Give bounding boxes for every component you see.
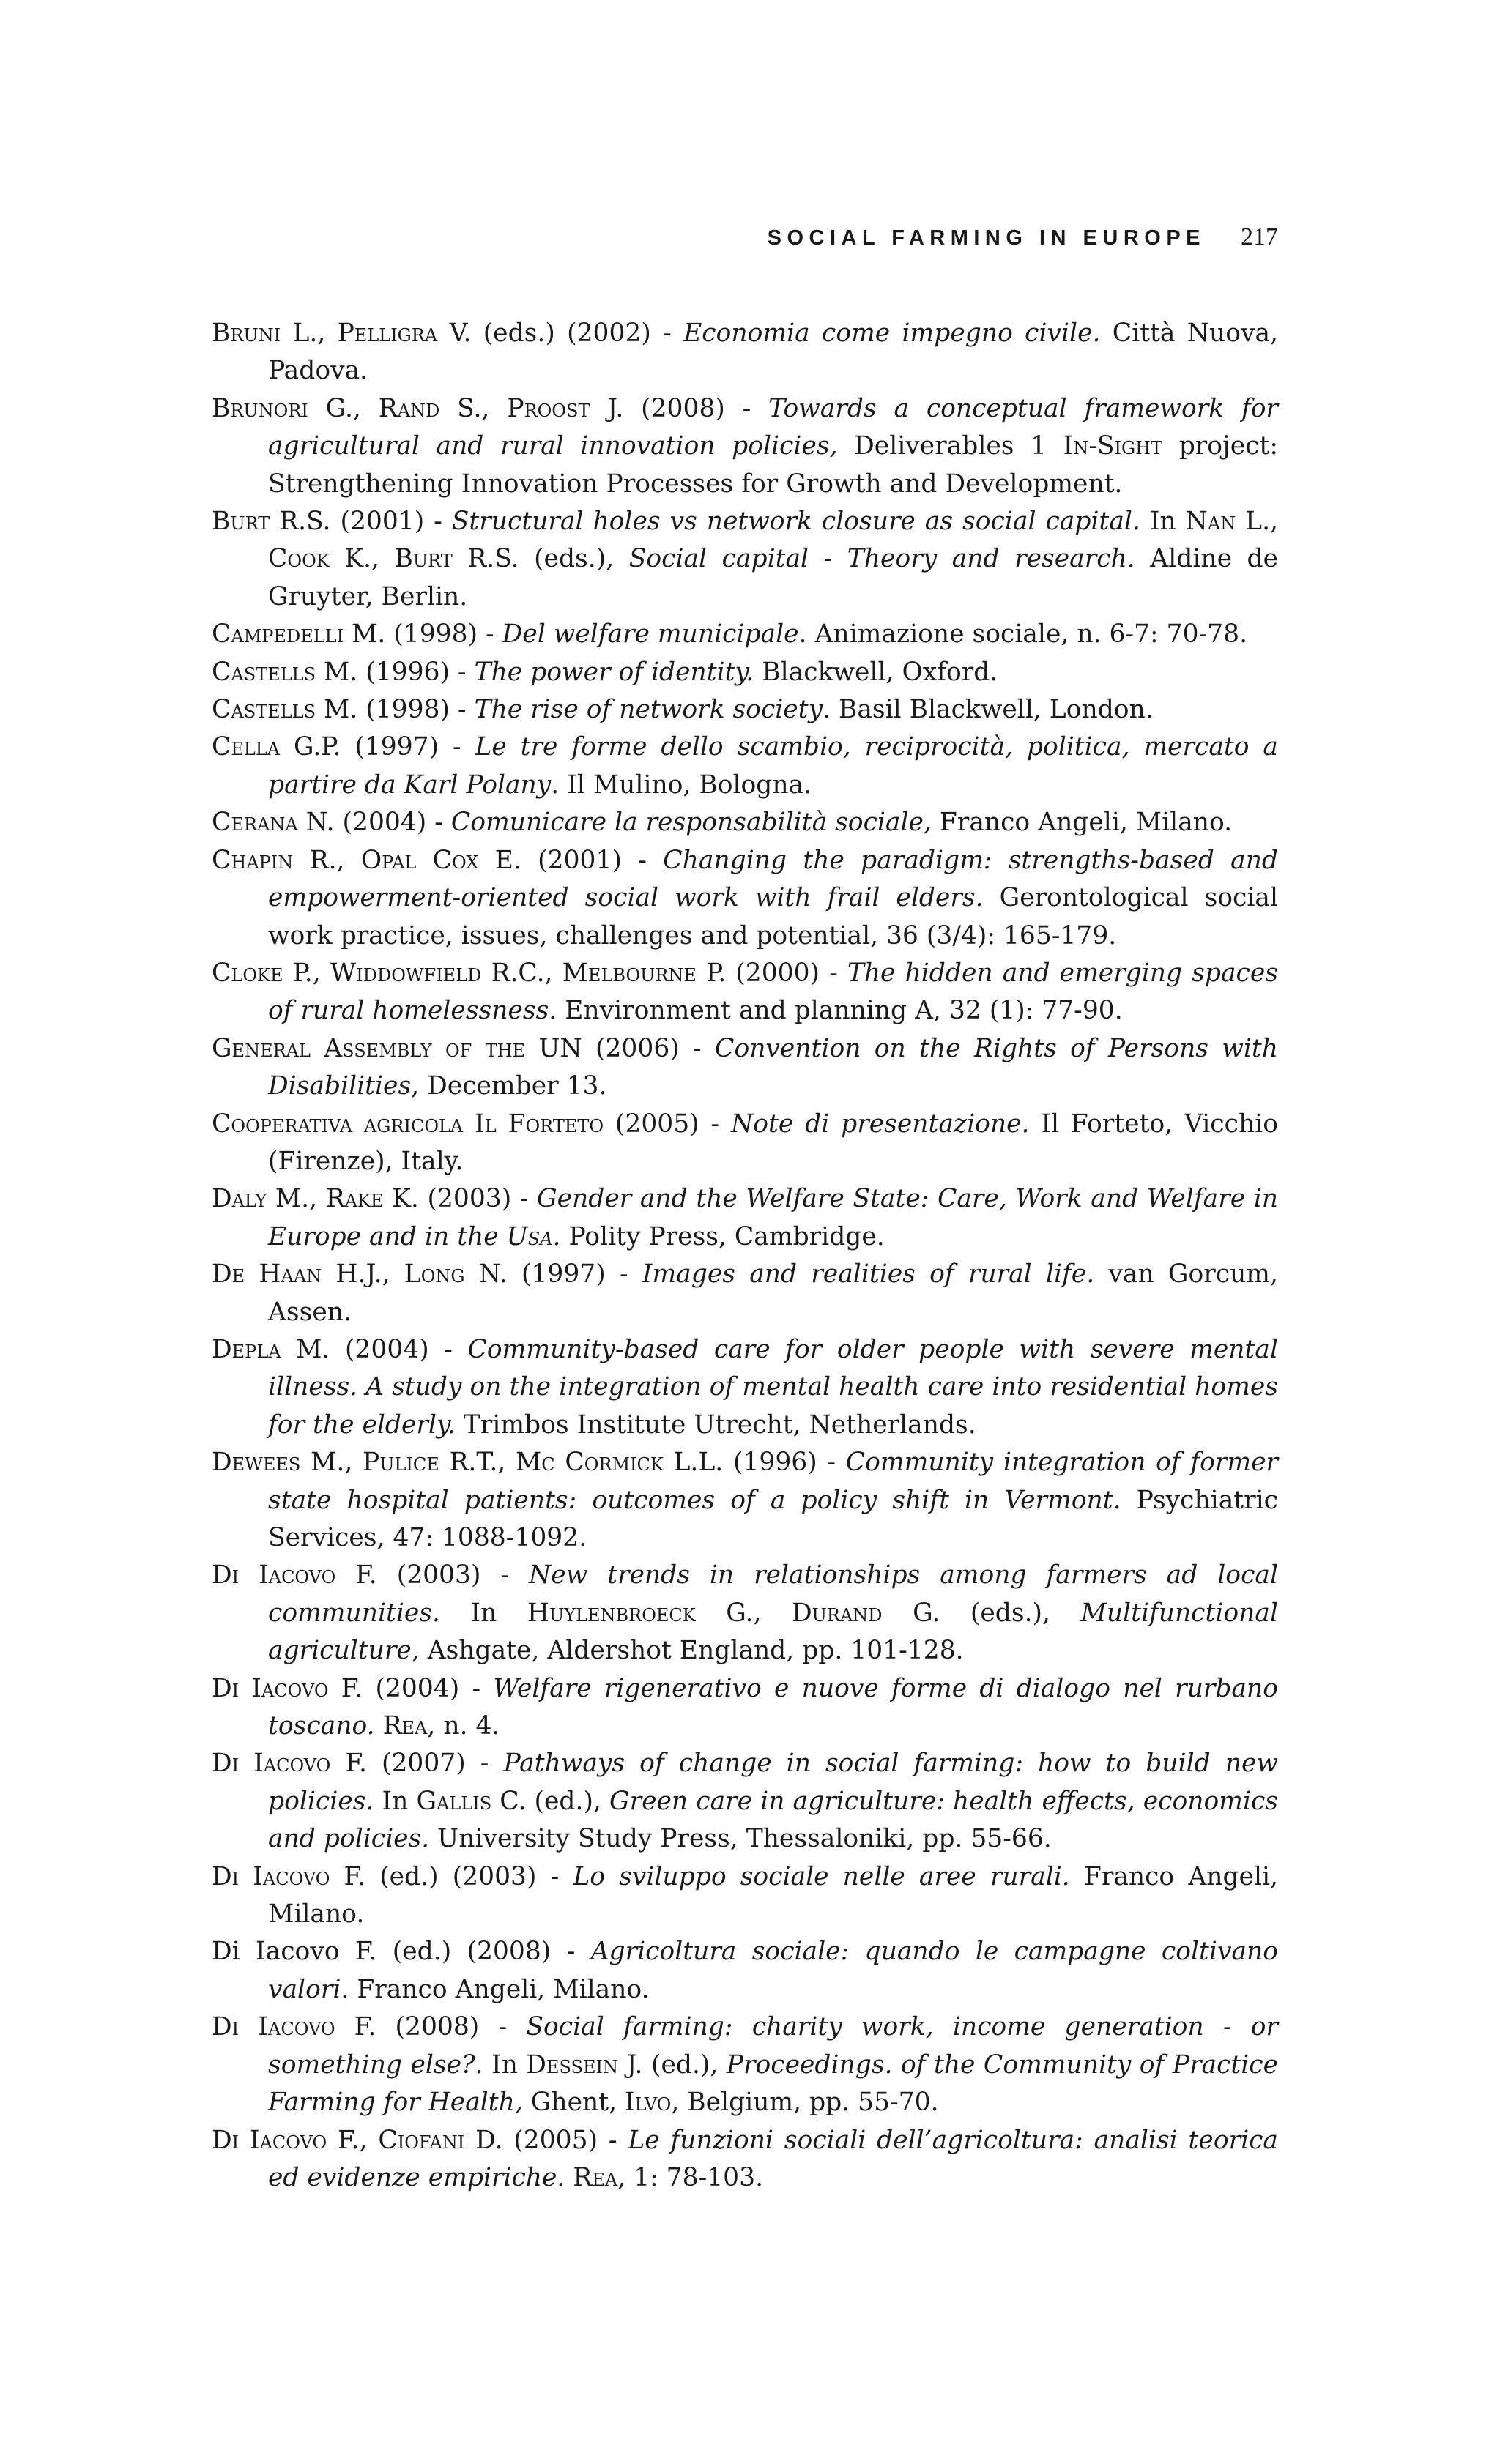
author-name: General Assembly of the bbox=[212, 1033, 526, 1063]
reference-text: G.P. (1997) - bbox=[280, 732, 475, 762]
author-name: Cooperativa agricola Il Forteto bbox=[212, 1109, 604, 1139]
reference-text: M. (1998) - bbox=[344, 619, 502, 650]
author-name: Castells bbox=[212, 657, 316, 687]
reference-text: . Basil Blackwell, London. bbox=[823, 695, 1154, 725]
running-title: SOCIAL FARMING IN EUROPE bbox=[767, 226, 1206, 250]
reference-text bbox=[375, 1711, 383, 1741]
author-name: Nan bbox=[1185, 507, 1236, 537]
reference-text: E. (2001) - bbox=[478, 845, 664, 875]
reference-text: G., bbox=[695, 1598, 792, 1628]
reference-text: R., bbox=[293, 845, 361, 875]
reference-text: F. (ed.) (2003) - bbox=[330, 1861, 573, 1891]
author-name: Di Iacovo bbox=[212, 2125, 327, 2155]
reference-text: M. (1998) - bbox=[316, 695, 475, 725]
reference-text: K. (2003) - bbox=[383, 1184, 538, 1214]
reference-text: Il Forteto, Vicchio (Firenze), Italy. bbox=[268, 1109, 1278, 1176]
reference-text: In bbox=[374, 1786, 417, 1816]
reference-entry bbox=[212, 1030, 1278, 1106]
reference-text: F., bbox=[327, 2125, 379, 2155]
reference-text: , Ashgate, Aldershot England, pp. 101-128. bbox=[411, 1636, 964, 1666]
reference-text: G. (eds.), bbox=[882, 1598, 1081, 1628]
work-title: Structural holes vs network closure as social capital. bbox=[451, 507, 1140, 537]
reference-entry bbox=[212, 1745, 1278, 1858]
reference-entry bbox=[212, 729, 1278, 804]
work-title: Changing the paradigm: strengths-based and empowerment-oriented social work with frail elders. bbox=[268, 845, 1279, 913]
reference-text: , n. 4. bbox=[427, 1711, 500, 1741]
reference-text: J. (2008) - bbox=[590, 393, 769, 423]
reference-entry bbox=[212, 955, 1278, 1030]
reference-text: Franco Angeli, Milano. bbox=[349, 1974, 650, 2004]
reference-text: H.J., bbox=[322, 1259, 404, 1289]
author-name: Daly bbox=[212, 1184, 267, 1214]
reference-entry bbox=[212, 1331, 1278, 1444]
reference-entry bbox=[212, 616, 1278, 653]
reference-text: K., bbox=[329, 544, 395, 574]
reference-text: D. (2005) - bbox=[464, 2125, 628, 2155]
work-title: Community-based care for older people with severe mental illness. A study on the integration of mental health care into residential homes for the elderly. bbox=[268, 1334, 1278, 1440]
reference-text: R.S. (2001) - bbox=[270, 507, 452, 537]
reference-text: UN (2006) - bbox=[525, 1033, 716, 1063]
reference-entry bbox=[212, 691, 1278, 729]
reference-text: L.L. (1996) - bbox=[663, 1448, 846, 1478]
reference-text: G., bbox=[308, 393, 379, 423]
reference-text: Aldine de Gruyter, Berlin. bbox=[268, 544, 1279, 611]
work-title: Le funzioni sociali dell’agricoltura: analisi teorica ed evidenze empiriche. bbox=[268, 2125, 1279, 2192]
reference-entry bbox=[212, 1106, 1278, 1181]
author-name: Burt bbox=[212, 507, 270, 537]
reference-text: . Animazione sociale, n. 6-7: 70-78. bbox=[798, 619, 1248, 650]
reference-text: Environment and planning A, 32 (1): 77-90. bbox=[557, 996, 1123, 1026]
reference-text: Polity Press, Cambridge. bbox=[560, 1221, 885, 1251]
author-name: Mc Cormick bbox=[515, 1448, 664, 1478]
reference-entry bbox=[212, 1858, 1278, 1934]
work-title: The power of identity. bbox=[474, 657, 754, 687]
author-name: De Haan bbox=[212, 1259, 322, 1289]
work-title: Economia come impegno civile. bbox=[683, 319, 1101, 348]
author-name: Cook bbox=[268, 544, 330, 574]
author-name: Rake bbox=[325, 1184, 384, 1214]
work-title: Lo sviluppo sociale nelle aree rurali. bbox=[573, 1861, 1070, 1891]
author-name: Proost bbox=[507, 393, 590, 423]
reference-entry bbox=[212, 1256, 1278, 1331]
reference-text: F. (2003) - bbox=[335, 1560, 530, 1590]
reference-text: J. (ed.), bbox=[617, 2050, 727, 2080]
reference-entry bbox=[212, 503, 1278, 616]
reference-text: L., bbox=[281, 319, 338, 348]
work-title: Social capital - Theory and research. bbox=[628, 544, 1135, 574]
reference-text: P., bbox=[283, 958, 330, 988]
reference-entry bbox=[212, 1670, 1278, 1746]
author-name: Rand bbox=[378, 393, 440, 423]
reference-text bbox=[565, 2163, 573, 2192]
work-title: Towards a conceptual framework for agricultural and rural innovation policies, bbox=[268, 393, 1278, 461]
reference-text: , December 13. bbox=[411, 1071, 607, 1101]
reference-text: In bbox=[483, 2050, 527, 2080]
reference-entry bbox=[212, 654, 1278, 691]
author-name: Campedelli bbox=[212, 619, 344, 650]
author-name: Burt bbox=[394, 544, 453, 574]
reference-text: Franco Angeli, Milano. bbox=[268, 1861, 1278, 1929]
reference-text: F. (2007) - bbox=[330, 1749, 504, 1779]
reference-text: Psychiatric Services, 47: 1088-1092. bbox=[268, 1485, 1278, 1552]
author-name: Castells bbox=[212, 695, 316, 725]
author-name: Cloke bbox=[212, 958, 283, 988]
work-title: New trends in relationships among farmers ad local communities. bbox=[268, 1560, 1279, 1628]
author-name: Widdowfield bbox=[330, 958, 482, 988]
reference-text: Di Iacovo F. (ed.) (2008) - bbox=[212, 1937, 591, 1967]
work-title: Images and realities of rural life. bbox=[642, 1259, 1095, 1289]
reference-text: N. (2004) - bbox=[297, 808, 451, 838]
reference-text: Franco Angeli, Milano. bbox=[931, 808, 1233, 838]
reference-text: F. (2008) - bbox=[335, 2012, 527, 2042]
work-title: Multifunctional agriculture bbox=[268, 1598, 1278, 1666]
reference-text: F. (2004) - bbox=[328, 1673, 494, 1703]
reference-text: In bbox=[439, 1598, 527, 1628]
reference-text: . Il Mulino, Bologna. bbox=[551, 770, 812, 800]
reference-text: C. (ed.), bbox=[491, 1786, 610, 1816]
reference-text: project: Strengthening Innovation Processes for Growth and Development. bbox=[268, 431, 1278, 499]
reference-text: (2005) - bbox=[604, 1109, 732, 1139]
author-name: Ciofani bbox=[378, 2125, 465, 2155]
running-head bbox=[0, 223, 1278, 251]
reference-text: Città Nuova, Padova. bbox=[268, 319, 1278, 386]
reference-text: M. (2004) - bbox=[281, 1334, 468, 1364]
work-title: Welfare rigenerativo e nuove forme di dialogo nel rurbano toscano. bbox=[268, 1673, 1278, 1741]
author-name: Cerana bbox=[212, 808, 298, 838]
reference-entry bbox=[212, 390, 1278, 503]
author-name: Chapin bbox=[212, 845, 294, 875]
author-name: Di Iacovo bbox=[212, 2012, 335, 2042]
work-title: Community integration of former state hospital patients: outcomes of a policy shift in Vermont. bbox=[268, 1448, 1278, 1515]
author-name: Ilvo bbox=[625, 2088, 672, 2118]
reference-entry bbox=[212, 315, 1278, 390]
work-title: Le tre forme dello scambio, reciprocità, politica, mercato a partire da Karl Polany bbox=[268, 732, 1278, 800]
reference-entry bbox=[212, 804, 1278, 841]
author-name: Long bbox=[404, 1259, 465, 1289]
reference-entry bbox=[212, 842, 1278, 955]
reference-text: M., bbox=[267, 1184, 326, 1214]
work-title: Del welfare municipale bbox=[502, 619, 799, 650]
author-name: Brunori bbox=[212, 393, 308, 423]
reference-text: In bbox=[1140, 507, 1186, 537]
work-title: Proceedings. of the Community of Practice Farming for Health, bbox=[268, 2050, 1279, 2118]
author-name: Di Iacovo bbox=[212, 1673, 329, 1703]
author-name: Di Iacovo bbox=[212, 1560, 336, 1590]
reference-entry bbox=[212, 1444, 1278, 1557]
reference-text: University Study Press, Thessaloniki, pp. 55-66. bbox=[429, 1824, 1052, 1854]
work-title: Pathways of change in social farming: how to build new policies. bbox=[268, 1749, 1278, 1816]
author-name: Opal Cox bbox=[360, 845, 479, 875]
reference-text: Trimbos Institute Utrecht, Netherlands. bbox=[455, 1410, 976, 1440]
reference-text: R.S. (eds.), bbox=[452, 544, 629, 574]
reference-text: Deliverables 1 bbox=[837, 431, 1063, 461]
reference-text: R.T., bbox=[439, 1448, 516, 1478]
reference-text: N. (1997) - bbox=[464, 1259, 642, 1289]
author-name: Gallis bbox=[416, 1786, 492, 1816]
reference-entry bbox=[212, 2009, 1278, 2121]
reference-text: , 1: 78-103. bbox=[617, 2162, 764, 2192]
author-name: Depla bbox=[212, 1334, 281, 1364]
reference-text: Blackwell, Oxford. bbox=[754, 657, 998, 687]
work-title: Usa. bbox=[506, 1221, 561, 1251]
work-title: Note di presentazione. bbox=[731, 1109, 1030, 1139]
author-name: Rea bbox=[573, 2162, 618, 2192]
author-name: Pelligra bbox=[337, 319, 438, 348]
reference-text: Gerontological social work practice, issues, challenges and potential, 36 (3/4): 165-179. bbox=[268, 883, 1279, 950]
reference-entry bbox=[212, 1180, 1278, 1256]
reference-list bbox=[212, 315, 1278, 2197]
author-name: Durand bbox=[792, 1598, 883, 1628]
author-name: Bruni bbox=[212, 319, 281, 348]
reference-text: R.C., bbox=[481, 958, 562, 988]
work-title: The hidden and emerging spaces of rural homelessness. bbox=[268, 958, 1278, 1026]
work-title: Convention on the Rights of Persons with Disabilities bbox=[268, 1033, 1278, 1101]
reference-text: P. (2000) - bbox=[696, 958, 847, 988]
reference-entry bbox=[212, 1557, 1278, 1670]
author-name: In-Sight bbox=[1063, 431, 1163, 461]
work-title: Green care in agriculture: health effects, economics and policies. bbox=[268, 1786, 1279, 1854]
author-name: Dewees bbox=[212, 1448, 301, 1478]
reference-text: V. (eds.) (2002) - bbox=[437, 319, 684, 348]
author-name: Melbourne bbox=[562, 958, 697, 988]
reference-entry bbox=[212, 2122, 1278, 2197]
reference-text: M. (1996) - bbox=[316, 657, 475, 687]
author-name: Cella bbox=[212, 732, 281, 762]
author-name: Huylenbroeck bbox=[527, 1598, 696, 1628]
author-name: Dessein bbox=[526, 2050, 618, 2080]
author-name: Di Iacovo bbox=[212, 1749, 331, 1779]
work-title: The rise of network society bbox=[474, 695, 823, 725]
reference-text: M., bbox=[300, 1448, 363, 1478]
reference-text: S., bbox=[439, 393, 508, 423]
reference-text: van Gorcum, Assen. bbox=[268, 1259, 1278, 1327]
author-name: Di Iacovo bbox=[212, 1861, 330, 1891]
work-title: Comunicare la responsabilità sociale, bbox=[450, 808, 932, 838]
author-name: Pulice bbox=[363, 1448, 439, 1478]
work-title: Social farming: charity work, income generation - or something else?. bbox=[268, 2012, 1278, 2080]
reference-text: , Belgium, pp. 55-70. bbox=[671, 2088, 939, 2118]
reference-text: L., bbox=[1236, 507, 1279, 537]
work-title: Agricoltura sociale: quando le campagne coltivano valori. bbox=[268, 1937, 1278, 2004]
reference-text: Ghent, bbox=[522, 2088, 625, 2118]
author-name: Rea bbox=[382, 1711, 428, 1741]
work-title: Gender and the Welfare State: Care, Work and Welfare in Europe and in the bbox=[268, 1184, 1278, 1251]
reference-entry bbox=[212, 1933, 1278, 2009]
page-number: 217 bbox=[1241, 223, 1278, 250]
